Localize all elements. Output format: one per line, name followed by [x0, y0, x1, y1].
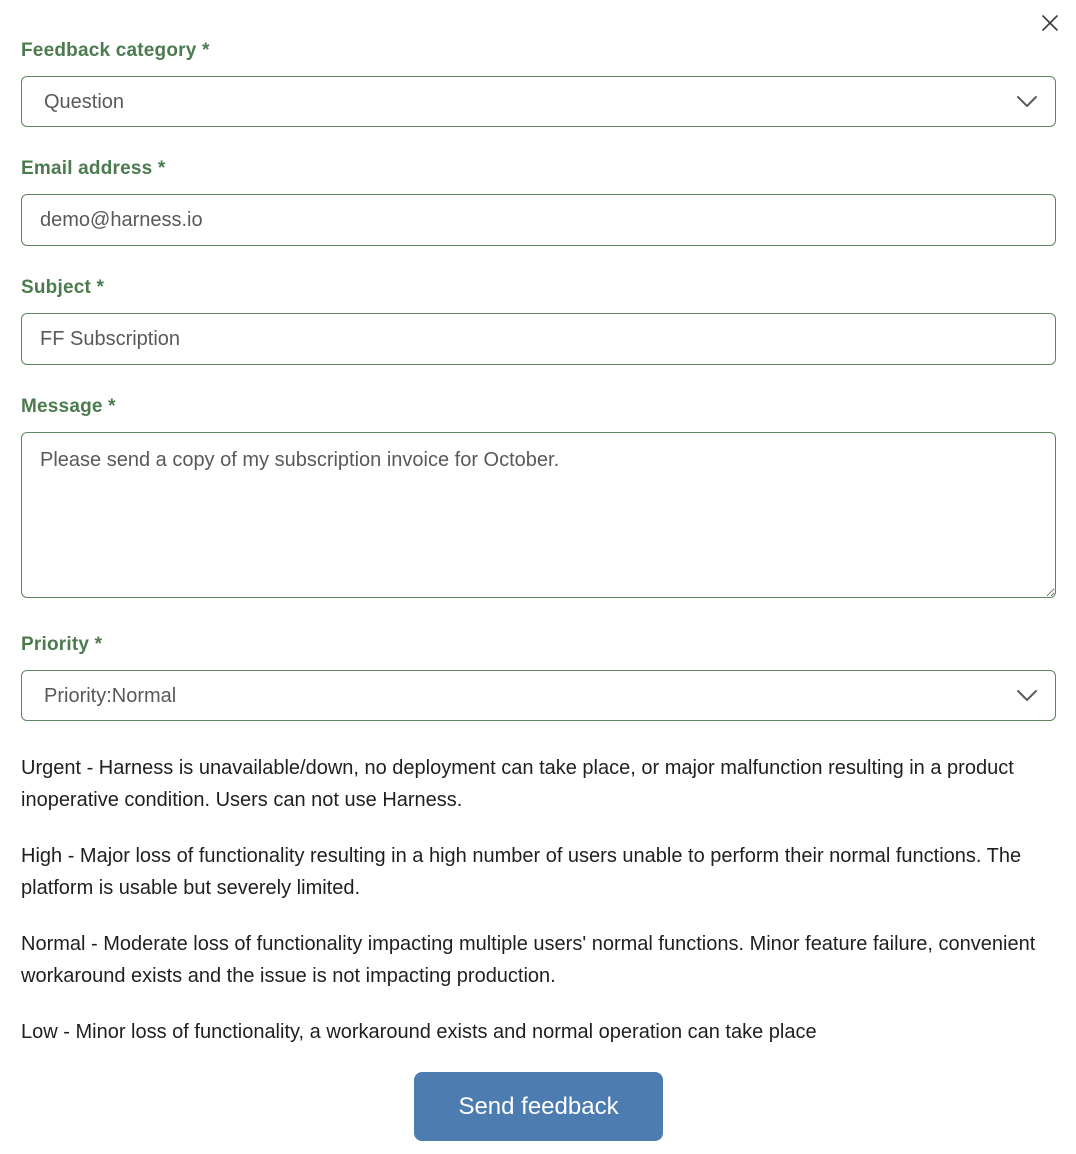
feedback-category-select[interactable] — [21, 76, 1056, 127]
priority-desc-normal: Normal - Moderate loss of functionality impacting multiple users' normal functions. Minor feature failure, convenient workaround exists and the issue is not impacting production. — [21, 933, 1036, 987]
button-row — [21, 1072, 1056, 1141]
subject-label: Subject * — [21, 277, 105, 298]
feedback-category-label: Feedback category * — [21, 40, 210, 61]
close-icon — [1040, 13, 1060, 33]
priority-desc-low: Low - Minor loss of functionality, a workaround exists and normal operation can take place — [21, 1021, 817, 1043]
priority-desc-high: High - Major loss of functionality resulting in a high number of users unable to perform their normal functions. The platform is usable but severely limited. — [21, 845, 1022, 899]
message-label: Message * — [21, 396, 116, 417]
field-email — [21, 158, 1056, 246]
priority-descriptions — [21, 752, 1056, 1048]
close-button[interactable] — [1037, 10, 1063, 36]
subject-input[interactable] — [21, 313, 1056, 365]
priority-label: Priority * — [21, 634, 103, 655]
email-input[interactable] — [21, 194, 1056, 246]
email-label: Email address * — [21, 158, 166, 179]
feedback-category-select-wrap — [21, 76, 1056, 127]
priority-select-wrap — [21, 670, 1056, 721]
field-priority — [21, 634, 1056, 721]
priority-select[interactable] — [21, 670, 1056, 721]
field-feedback-category — [21, 40, 1056, 127]
message-textarea[interactable] — [21, 432, 1056, 598]
field-subject — [21, 277, 1056, 365]
priority-desc-urgent: Urgent - Harness is unavailable/down, no deployment can take place, or major malfunction resulting in a product inoperative condition. Users can not use Harness. — [21, 757, 1014, 811]
field-message — [21, 396, 1056, 603]
send-feedback-button[interactable]: Send feedback — [414, 1072, 662, 1141]
